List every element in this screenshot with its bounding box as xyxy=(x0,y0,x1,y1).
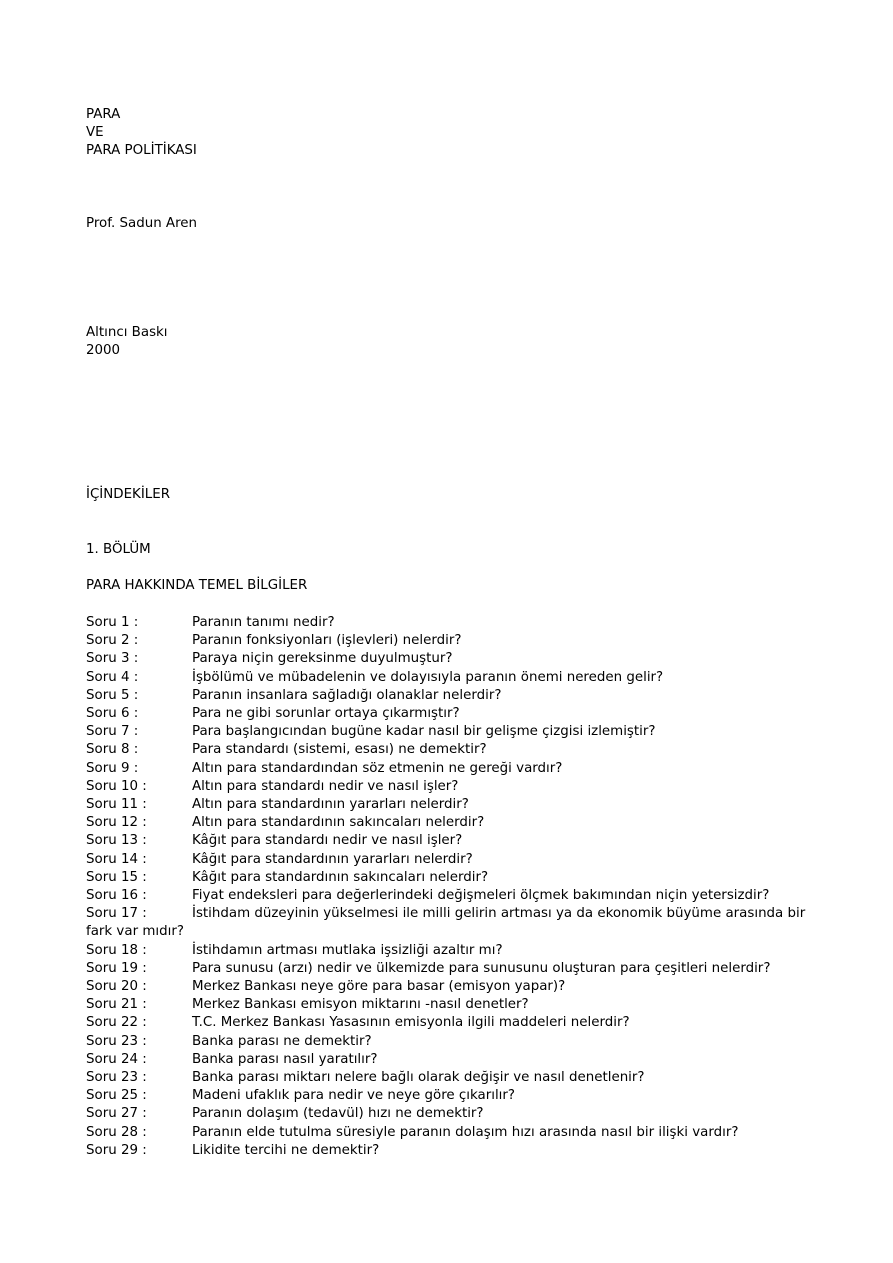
list-item xyxy=(86,1033,806,1051)
question-number: Soru 4 : xyxy=(86,669,139,685)
question-number: Soru 20 : xyxy=(86,979,147,995)
question-text: İşbölümü ve mübadelenin ve dolayısıyla paranın önemi nereden gelir? xyxy=(192,669,664,685)
question-number: Soru 12 : xyxy=(86,815,147,831)
question-text: Madeni ufaklık para nedir ve neye göre çıkarılır? xyxy=(192,1088,516,1104)
list-item xyxy=(86,632,806,650)
list-item xyxy=(86,1014,806,1032)
question-text: Paranın tanımı nedir? xyxy=(192,615,335,630)
list-item xyxy=(86,1105,806,1123)
question-number: Soru 23 : xyxy=(86,1033,147,1049)
question-text: T.C. Merkez Bankası Yasasının emisyonla ilgili maddeleri nelerdir? xyxy=(192,1015,630,1031)
question-number: Soru 27 : xyxy=(86,1106,147,1122)
question-text: Banka parası ne demektir? xyxy=(192,1033,372,1049)
question-text: Paraya niçin gereksinme duyulmuştur? xyxy=(192,651,453,667)
question-number: Soru 1 : xyxy=(86,615,139,630)
list-item xyxy=(86,942,806,960)
list-item xyxy=(86,760,806,778)
question-text: Paranın elde tutulma süresiyle paranın dolaşım hızı arasında nasıl bir ilişki vardır? xyxy=(192,1124,739,1140)
question-number: Soru 3 : xyxy=(86,651,139,667)
list-item xyxy=(86,814,806,832)
question-number: Soru 6 : xyxy=(86,706,139,722)
list-item xyxy=(86,978,806,996)
question-text: İstihdam düzeyinin yükselmesi ile milli gelirin artması ya da ekonomik büyüme arasında bir fark var mıdır? xyxy=(86,906,806,940)
chapter-title: PARA HAKKINDA TEMEL BİLGİLER xyxy=(86,578,308,593)
question-number: Soru 28 : xyxy=(86,1124,147,1140)
list-item xyxy=(86,869,806,887)
question-text: Paranın insanlara sağladığı olanaklar nelerdir? xyxy=(192,687,502,703)
question-text: Banka parası nasıl yaratılır? xyxy=(192,1051,378,1067)
list-item xyxy=(86,1124,806,1142)
question-number: Soru 15 : xyxy=(86,869,147,885)
question-text: Fiyat endeksleri para değerlerindeki değişmeleri ölçmek bakımından niçin yetersizdir? xyxy=(192,888,770,904)
list-item xyxy=(86,851,806,869)
question-text: Paranın dolaşım (tedavül) hızı ne demektir? xyxy=(192,1106,484,1122)
question-text: Merkez Bankası neye göre para basar (emisyon yapar)? xyxy=(192,979,566,995)
question-number: Soru 21 : xyxy=(86,997,147,1013)
list-item xyxy=(86,960,806,978)
title-line: VE xyxy=(86,125,104,141)
question-text: Banka parası miktarı nelere bağlı olarak değişir ve nasıl denetlenir? xyxy=(192,1070,645,1086)
list-item xyxy=(86,1069,806,1087)
edition: Altıncı Baskı xyxy=(86,325,168,340)
chapter-number: 1. BÖLÜM xyxy=(86,542,151,557)
list-item xyxy=(86,796,806,814)
question-number: Soru 17 : xyxy=(86,906,147,922)
question-text: Para standardı (sistemi, esası) ne demektir? xyxy=(192,742,487,758)
toc-heading: İÇİNDEKİLER xyxy=(86,487,170,502)
question-number: Soru 7 : xyxy=(86,724,139,740)
list-item xyxy=(86,705,806,723)
question-text: Kâğıt para standardı nedir ve nasıl işler? xyxy=(192,833,463,849)
question-number: Soru 22 : xyxy=(86,1015,147,1031)
list-item xyxy=(86,832,806,850)
question-text: Merkez Bankası emisyon miktarını -nasıl denetler? xyxy=(192,997,529,1013)
question-text: Para başlangıcından bugüne kadar nasıl bir gelişme çizgisi izlemiştir? xyxy=(192,724,656,740)
list-item xyxy=(86,723,806,741)
title-line: PARA POLİTİKASI xyxy=(86,143,197,159)
question-text: İstihdamın artması mutlaka işsizliği azaltır mı? xyxy=(192,942,503,958)
question-text: Altın para standardının sakıncaları nelerdir? xyxy=(192,815,485,831)
question-number: Soru 10 : xyxy=(86,778,147,794)
list-item xyxy=(86,669,806,687)
question-number: Soru 23 : xyxy=(86,1070,147,1086)
question-number: Soru 18 : xyxy=(86,942,147,958)
question-number: Soru 2 : xyxy=(86,633,139,649)
list-item xyxy=(86,1142,806,1160)
question-text: Likidite tercihi ne demektir? xyxy=(192,1142,380,1158)
question-number: Soru 25 : xyxy=(86,1088,147,1104)
question-number: Soru 13 : xyxy=(86,833,147,849)
list-item xyxy=(86,1051,806,1069)
question-number: Soru 19 : xyxy=(86,960,147,976)
question-list xyxy=(86,614,806,1160)
question-number: Soru 24 : xyxy=(86,1051,147,1067)
question-text: Para ne gibi sorunlar ortaya çıkarmıştır? xyxy=(192,706,460,722)
list-item xyxy=(86,887,806,905)
question-number: Soru 11 : xyxy=(86,797,147,813)
question-text: Paranın fonksiyonları (işlevleri) nelerdir? xyxy=(192,633,462,649)
question-text: Altın para standardı nedir ve nasıl işler? xyxy=(192,778,459,794)
question-text: Para sunusu (arzı) nedir ve ülkemizde para sunusunu oluşturan para çeşitleri nelerdir? xyxy=(192,960,771,976)
question-number: Soru 29 : xyxy=(86,1142,147,1158)
question-number: Soru 5 : xyxy=(86,687,139,703)
question-number: Soru 9 : xyxy=(86,760,139,776)
list-item xyxy=(86,650,806,668)
list-item xyxy=(86,1087,806,1105)
book-title xyxy=(86,106,197,161)
year: 2000 xyxy=(86,343,121,359)
list-item xyxy=(86,687,806,705)
question-number: Soru 16 : xyxy=(86,888,147,904)
question-number: Soru 8 : xyxy=(86,742,139,758)
question-text: Altın para standardından söz etmenin ne gereği vardır? xyxy=(192,760,563,776)
edition-info xyxy=(86,324,168,360)
question-number: Soru 14 : xyxy=(86,851,147,867)
list-item xyxy=(86,741,806,759)
author: Prof. Sadun Aren xyxy=(86,216,198,231)
question-text: Altın para standardının yararları nelerdir? xyxy=(192,797,469,813)
list-item xyxy=(86,778,806,796)
list-item xyxy=(86,614,806,632)
list-item xyxy=(86,996,806,1014)
question-text: Kâğıt para standardının sakıncaları nelerdir? xyxy=(192,869,489,885)
question-text: Kâğıt para standardının yararları nelerdir? xyxy=(192,851,473,867)
title-line: PARA xyxy=(86,107,121,122)
list-item xyxy=(86,905,806,941)
